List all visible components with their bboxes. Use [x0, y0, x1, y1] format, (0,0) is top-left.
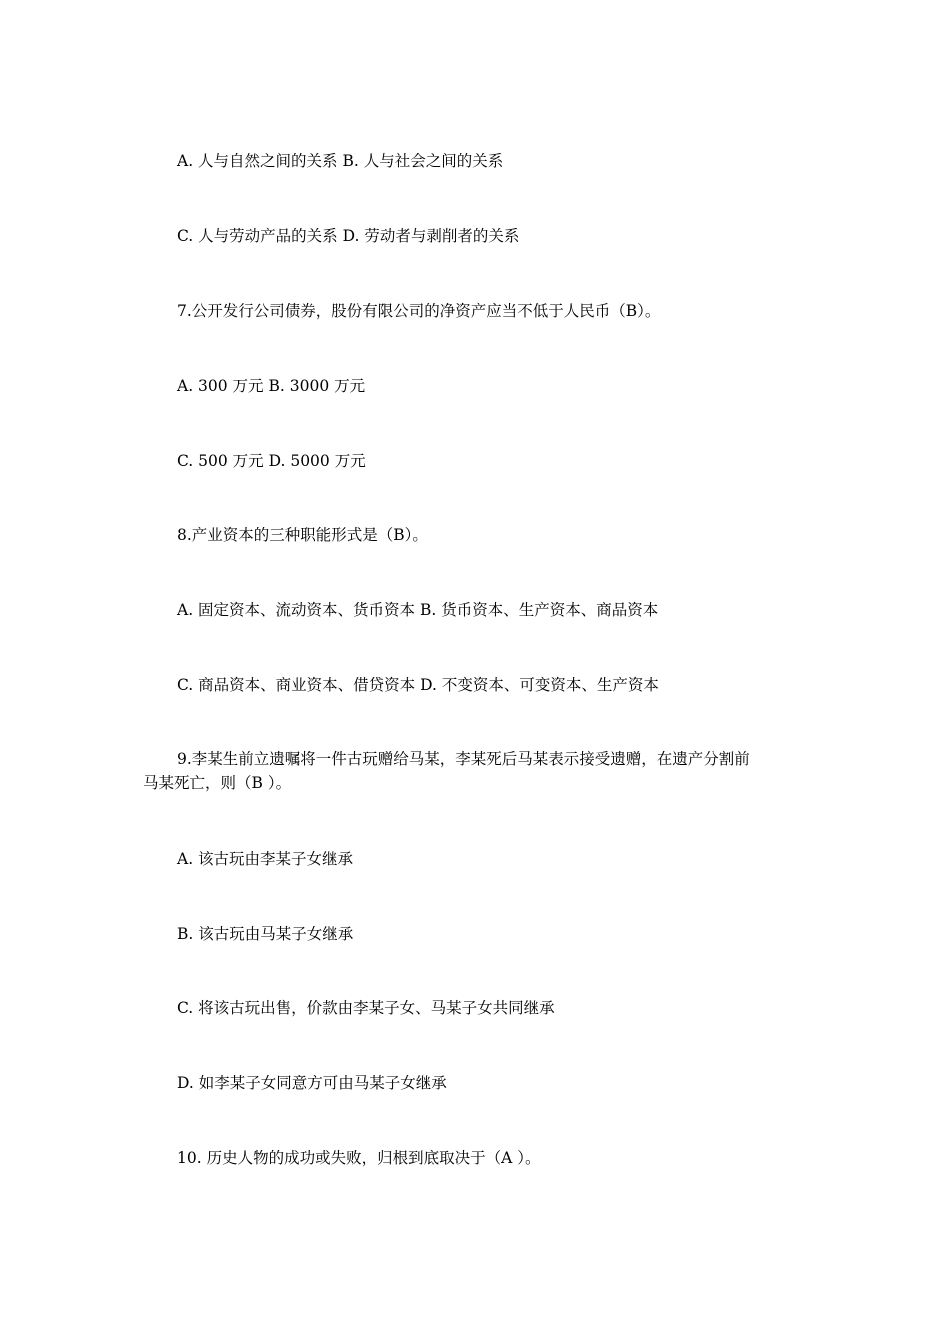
q9-question-line2: 马某死亡，则（B ）。	[143, 774, 292, 792]
q8-options-ab: A. 固定资本、流动资本、货币资本 B. 货币资本、生产资本、商品资本	[177, 601, 659, 619]
q9-question	[143, 747, 813, 795]
q9-option-a: A. 该古玩由李某子女继承	[177, 850, 354, 868]
q8-options-cd: C. 商品资本、商业资本、借贷资本 D. 不变资本、可变资本、生产资本	[177, 676, 659, 694]
q9-question-line1: 9.李某生前立遗嘱将一件古玩赠给马某，李某死后马某表示接受遗赠，在遗产分割前	[177, 750, 750, 768]
q6-options-ab: A. 人与自然之间的关系 B. 人与社会之间的关系	[177, 152, 504, 170]
q9-option-c: C. 将该古玩出售，价款由李某子女、马某子女共同继承	[177, 999, 555, 1017]
q8-question: 8.产业资本的三种职能形式是（B）。	[177, 526, 428, 544]
q7-question: 7.公开发行公司债券，股份有限公司的净资产应当不低于人民币（B）。	[177, 302, 661, 320]
q10-question: 10. 历史人物的成功或失败，归根到底取决于（A ）。	[177, 1149, 541, 1167]
q9-option-b: B. 该古玩由马某子女继承	[177, 925, 354, 943]
q9-option-d: D. 如李某子女同意方可由马某子女继承	[177, 1074, 447, 1092]
q6-options-cd: C. 人与劳动产品的关系 D. 劳动者与剥削者的关系	[177, 227, 520, 245]
q7-options-ab: A. 300 万元 B. 3000 万元	[177, 377, 366, 395]
q7-options-cd: C. 500 万元 D. 5000 万元	[177, 452, 366, 470]
